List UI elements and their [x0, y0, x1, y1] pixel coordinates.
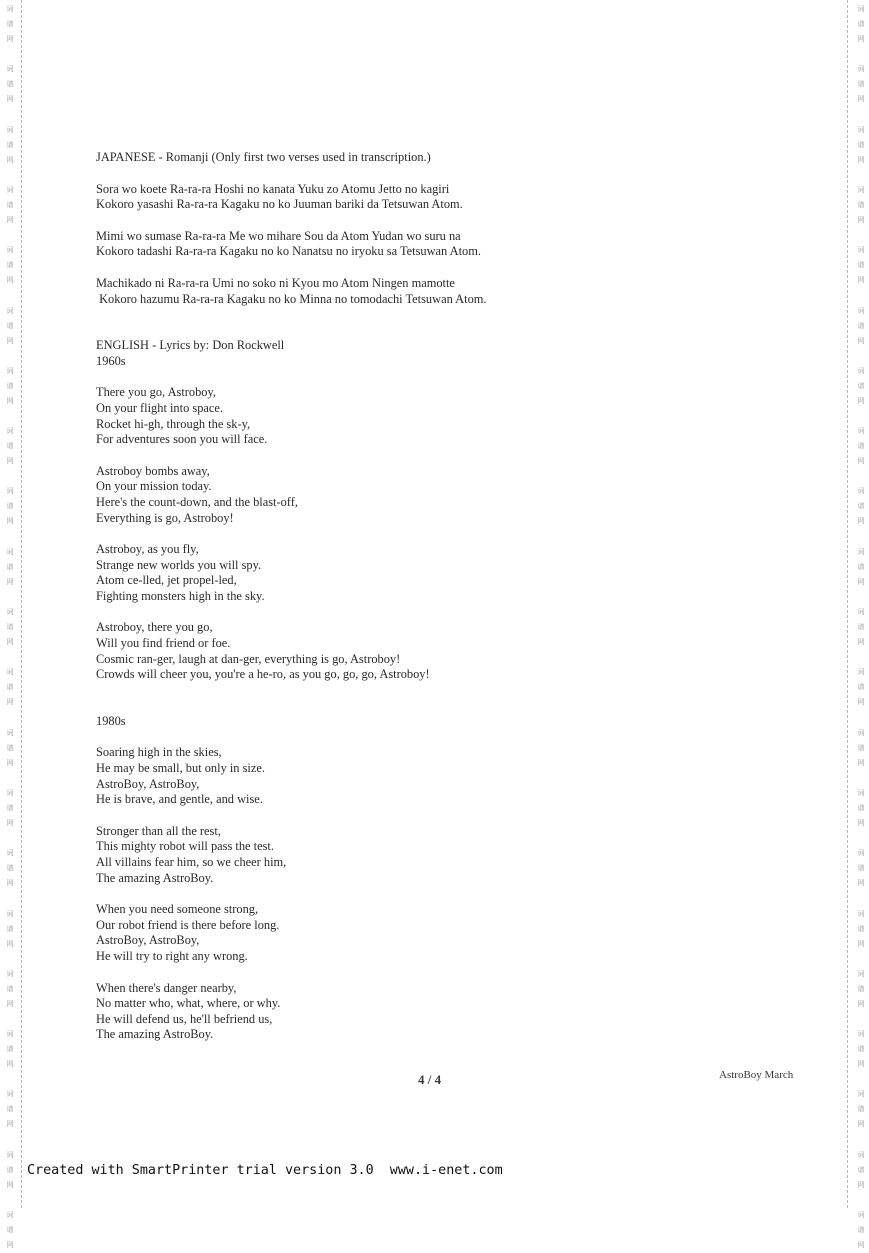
- watermark-mark: 词 谱 网: [857, 65, 865, 104]
- japanese-verse: [96, 229, 696, 260]
- lyrics-document: [96, 150, 696, 1043]
- watermark-mark: 词 谱 网: [6, 849, 14, 888]
- lyric-line: Sora wo koete Ra-ra-ra Hoshi no kanata Yuku zo Atomu Jetto no kagiri: [96, 181, 450, 196]
- watermark-mark: 词 谱 网: [6, 5, 14, 43]
- japanese-verse: [96, 182, 696, 213]
- lyric-line: He is brave, and gentle, and wise.: [96, 792, 263, 807]
- watermark-mark: 词 谱 网: [857, 306, 865, 345]
- watermark-mark: 词 谱 网: [857, 1150, 865, 1189]
- watermark-mark: 词 谱 网: [857, 1090, 865, 1129]
- lyric-line: AstroBoy, AstroBoy,: [96, 776, 200, 791]
- lyric-line: When you need someone strong,: [96, 902, 259, 917]
- lyric-line: Astroboy, there you go,: [96, 620, 213, 635]
- watermark-mark: 词 谱 网: [6, 185, 14, 224]
- english-verse: [96, 981, 696, 1043]
- right-margin-rule: [847, 0, 848, 1208]
- page-number: 4 / 4: [418, 1072, 442, 1087]
- document-title: AstroBoy March: [719, 1069, 794, 1081]
- english-verse: [96, 385, 696, 447]
- lyric-line: For adventures soon you will face.: [96, 432, 268, 447]
- watermark-mark: 词 谱 网: [6, 65, 14, 104]
- lyric-line: This mighty robot will pass the test.: [96, 839, 274, 854]
- watermark-mark: 词 谱 网: [6, 306, 14, 345]
- lyric-line: Crowds will cheer you, you're a he-ro, as you go, go, go, Astroboy!: [96, 667, 430, 682]
- lyric-line: He will try to right any wrong.: [96, 948, 248, 963]
- watermark-mark: 词 谱 网: [857, 427, 865, 466]
- lyric-line: AstroBoy, AstroBoy,: [96, 933, 200, 948]
- watermark-mark: 词 谱 网: [6, 125, 14, 164]
- lyric-line: He will defend us, he'll befriend us,: [96, 1011, 273, 1026]
- watermark-mark: 词 谱 网: [857, 246, 865, 285]
- watermark-mark: 词 谱 网: [857, 125, 865, 164]
- watermark-mark: 词 谱 网: [6, 668, 14, 707]
- english-verse: [96, 902, 696, 964]
- watermark-mark: 词 谱 网: [6, 547, 14, 586]
- lyric-line: Astroboy, as you fly,: [96, 542, 199, 557]
- english-verse: [96, 745, 696, 807]
- lyric-line: Kokoro tadashi Ra-ra-ra Kagaku no ko Nanatsu no iryoku sa Tetsuwan Atom.: [96, 244, 481, 259]
- watermark-mark: 词 谱 网: [6, 909, 14, 948]
- english-verse: [96, 464, 696, 526]
- watermark-mark: 词 谱 网: [857, 1211, 865, 1249]
- english-verse: [96, 542, 696, 604]
- watermark-mark: 词 谱 网: [857, 185, 865, 224]
- left-watermark-strip: [3, 0, 17, 1249]
- english-verse: [96, 620, 696, 682]
- watermark-mark: 词 谱 网: [857, 547, 865, 586]
- watermark-mark: 词 谱 网: [6, 728, 14, 767]
- english-heading: ENGLISH - Lyrics by: Don Rockwell: [96, 338, 285, 353]
- watermark-mark: 词 谱 网: [857, 366, 865, 405]
- watermark-mark: 词 谱 网: [6, 608, 14, 646]
- watermark-mark: 词 谱 网: [857, 909, 865, 948]
- lyric-line: Kokoro yasashi Ra-ra-ra Kagaku no ko Juuman bariki da Tetsuwan Atom.: [96, 197, 463, 212]
- lyric-line: There you go, Astroboy,: [96, 385, 216, 400]
- watermark-mark: 词 谱 网: [6, 969, 14, 1008]
- watermark-mark: 词 谱 网: [6, 1030, 14, 1069]
- trial-version-banner: Created with SmartPrinter trial version 3.0 www.i-enet.com: [27, 1163, 503, 1178]
- left-margin-rule: [21, 0, 22, 1208]
- lyric-line: Here's the count-down, and the blast-off,: [96, 494, 298, 509]
- lyric-line: Will you find friend or foe.: [96, 636, 231, 651]
- watermark-mark: 词 谱 网: [857, 608, 865, 646]
- watermark-mark: 词 谱 网: [6, 487, 14, 526]
- lyric-line: The amazing AstroBoy.: [96, 870, 214, 885]
- lyric-line: Mimi wo sumase Ra-ra-ra Me wo mihare Sou da Atom Yudan wo suru na: [96, 228, 461, 243]
- lyric-line: When there's danger nearby,: [96, 980, 237, 995]
- lyric-line: Machikado ni Ra-ra-ra Umi no soko ni Kyou mo Atom Ningen mamotte: [96, 275, 455, 290]
- watermark-mark: 词 谱 网: [6, 1211, 14, 1249]
- right-watermark-strip: [854, 0, 868, 1249]
- lyric-line: Rocket hi-gh, through the sk-y,: [96, 416, 251, 431]
- watermark-mark: 词 谱 网: [857, 728, 865, 767]
- watermark-mark: 词 谱 网: [6, 246, 14, 285]
- lyric-line: Strange new worlds you will spy.: [96, 557, 262, 572]
- lyric-line: Astroboy bombs away,: [96, 463, 210, 478]
- watermark-mark: 词 谱 网: [857, 1030, 865, 1069]
- watermark-mark: 词 谱 网: [6, 427, 14, 466]
- watermark-mark: 词 谱 网: [6, 788, 14, 827]
- era-label-1960s: 1960s: [96, 353, 126, 368]
- lyric-line: Soaring high in the skies,: [96, 745, 222, 760]
- lyric-line: The amazing AstroBoy.: [96, 1027, 214, 1042]
- lyric-line: On your mission today.: [96, 479, 212, 494]
- lyric-line: Atom ce-lled, jet propel-led,: [96, 573, 237, 588]
- watermark-mark: 词 谱 网: [857, 487, 865, 526]
- lyric-line: On your flight into space.: [96, 400, 223, 415]
- lyric-line: Kokoro hazumu Ra-ra-ra Kagaku no ko Minna no tomodachi Tetsuwan Atom.: [96, 291, 487, 306]
- watermark-mark: 词 谱 网: [6, 366, 14, 405]
- lyric-line: Stronger than all the rest,: [96, 823, 221, 838]
- lyric-line: Cosmic ran-ger, laugh at dan-ger, everything is go, Astroboy!: [96, 651, 401, 666]
- watermark-mark: 词 谱 网: [6, 1090, 14, 1129]
- lyric-line: No matter who, what, where, or why.: [96, 996, 281, 1011]
- lyric-line: Our robot friend is there before long.: [96, 917, 280, 932]
- watermark-mark: 词 谱 网: [857, 969, 865, 1008]
- lyric-line: Everything is go, Astroboy!: [96, 510, 234, 525]
- english-verse: [96, 824, 696, 886]
- lyric-line: All villains fear him, so we cheer him,: [96, 855, 287, 869]
- japanese-verse: [96, 276, 696, 307]
- lyric-line: Fighting monsters high in the sky.: [96, 588, 265, 603]
- japanese-heading: JAPANESE - Romanji (Only first two verses used in transcription.): [96, 150, 431, 164]
- watermark-mark: 词 谱 网: [857, 5, 865, 43]
- era-label-1980s: 1980s: [96, 713, 126, 728]
- watermark-mark: 词 谱 网: [857, 668, 865, 707]
- watermark-mark: 词 谱 网: [6, 1150, 14, 1189]
- lyric-line: He may be small, but only in size.: [96, 761, 265, 776]
- watermark-mark: 词 谱 网: [857, 788, 865, 827]
- watermark-mark: 词 谱 网: [857, 849, 865, 888]
